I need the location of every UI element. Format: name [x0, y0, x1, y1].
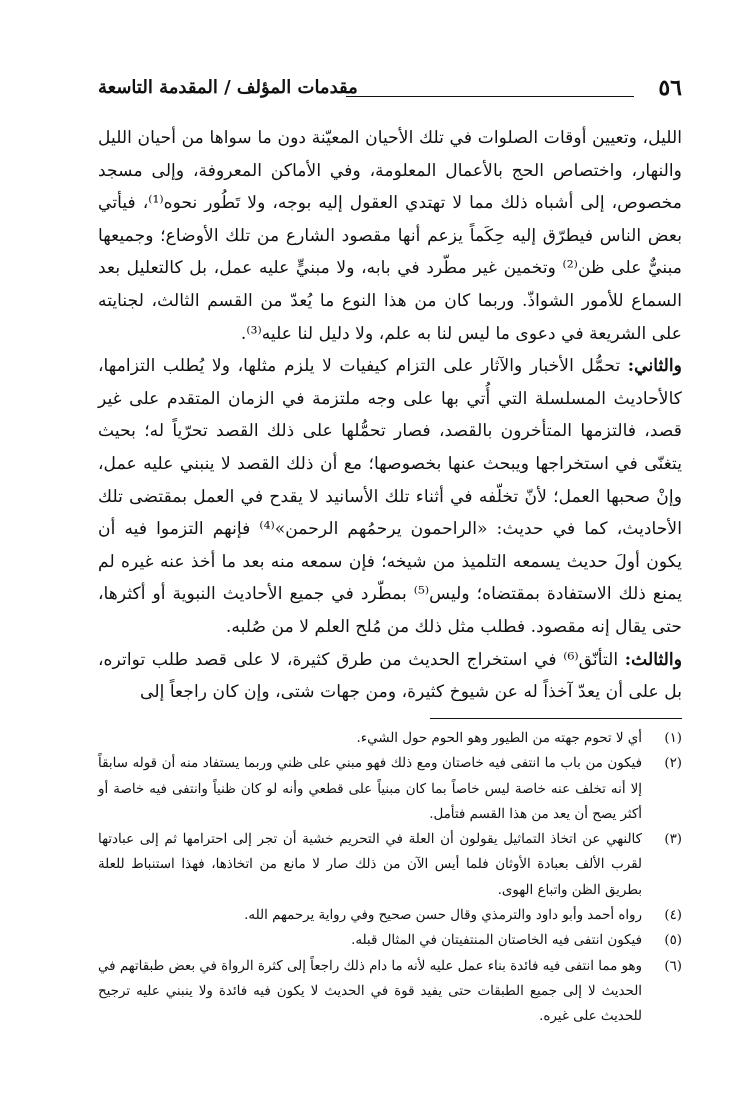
footnote-number: (٥): [664, 933, 682, 949]
footnote-number: (٣): [664, 832, 682, 848]
footnote-number: (٤): [664, 908, 682, 924]
footnote-4: [98, 903, 682, 928]
footnote-text: فيكون انتفى فيه الخاصتان المنتفيتان في المثال قبله.: [351, 933, 642, 949]
footnote-5: [98, 928, 682, 953]
paragraph-2-lead: والثاني:: [627, 356, 682, 377]
footnotes: [98, 726, 682, 1030]
footnote-2: [98, 751, 682, 827]
footnote-text: أي لا تحوم جهته من الطيور وهو الحوم حول الشيء.: [356, 731, 642, 746]
paragraph-2-body: تحمُّل الأخبار والآثار على التزام كيفيات لا يلزم مثلها، ولا يُطلب التزامها، كالأحاديث المسلسلة التي أُتي بها على وجه ملتزمة في الزمان المتقدم على غير قصد، فالتزمها المتأخرون بالقصد، فصار تحمُّلها على ذلك القصد تحرّياً له؛ بحيث يتغنّى في استخراجها ويبحث عنها بخصوصها؛ مع أن ذلك القصد لا ينبني عليه عمل، وإنْ صحبها العمل؛ لأنّ تخلّفه في أثناء تلك الأسانيد لا يقدح في العمل بمقتضى تلك الأحاديث، كما في حديث: «الراحمون يرحمُهم الرحمن»⁽⁴⁾ فإنهم التزموا فيه أن يكون أولَ حديث يسمعه التلميذ من شيخه؛ فإن سمعه منه بعد ما أخذ عنه غيره لم يمنع ذلك الاستفادة بمقتضاه؛ وليس⁽⁵⁾ بمطّرد في جميع الأحاديث النبوية أو أكثرها، حتى يقال إنه مقصود. فطلب مثل ذلك من مُلح العلم لا من صُلبه.: [98, 356, 683, 637]
paragraph-3-lead: والثالث:: [624, 649, 682, 670]
main-text: [98, 122, 682, 709]
header-rule: [346, 96, 634, 97]
paragraph-3: [98, 644, 682, 709]
footnote-text: وهو مما انتفى فيه فائدة بناء عمل عليه لأنه ما دام ذلك راجعاً إلى كثرة الرواة في بعض طبقاتهم في الحديث لا إلى جميع الطبقات حتى يفيد قوة في الحديث لا يكون فيه فائدة ولا ينبني عليه ترجيح للحديث على غيره.: [98, 958, 642, 1025]
running-head: [98, 76, 682, 110]
footnote-1: [98, 726, 682, 751]
footnote-separator: [430, 718, 682, 719]
footnote-number: (١): [664, 731, 682, 746]
paragraph-3-body: التأنّق⁽⁶⁾ في استخراج الحديث من طرق كثيرة، لا على قصد طلب تواتره، بل على أن يعدّ آخذاً له عن شيوخ كثيرة، ومن جهات شتى، وإن كان راجعاً إلى: [98, 649, 682, 703]
footnote-text: رواه أحمد وأبو داود والترمذي وقال حسن صحيح وفي رواية يرحمهم الله.: [244, 908, 642, 924]
footnote-3: [98, 827, 682, 903]
footnote-text: كالنهي عن اتخاذ التماثيل يقولون أن العلة في التحريم خشية أن تجر إلى احترامها ثم إلى عبادتها لقرب الألف بعبادة الأوثان فلما أيس الآن من ذلك صار لا مانع من اتخاذها، فهذا استنباط للعلة بطريق الظن واتباع الهوى.: [98, 832, 642, 898]
paragraph-1: الليل، وتعيين أوقات الصلوات في تلك الأحيان المعيّنة دون ما سواها من أحيان الليل والنهار، واختصاص الحج بالأعمال المعلومة، وفي الأماكن المعروفة، وإلى مسجد مخصوص، إلى أشباه ذلك مما لا تهتدي العقول إليه بوجه، ولا تَطُور نحوه⁽¹⁾، فيأتي بعض الناس فيطرّق إليه حِكَماً يزعم أنها مقصود الشارع من تلك الأوضاع؛ وجميعها مبنيٌّ على ظن⁽²⁾ وتخمين غير مطّرد في بابه، ولا مبنيٍّ عليه عمل، بل كالتعليل بعد السماع للأمور الشواذّ. وربما كان من هذا النوع ما يُعدّ من القسم الثالث، لجنايته على الشريعة في دعوى ما ليس لنا به علم، ولا دليل لنا عليه⁽³⁾.: [98, 128, 682, 344]
page-number: ٥٦: [658, 75, 682, 101]
running-title: مقدمات المؤلف / المقدمة التاسعة: [98, 77, 358, 98]
footnote-6: [98, 954, 682, 1030]
footnote-number: (٢): [664, 756, 682, 772]
footnote-text: فيكون من باب ما انتفى فيه خاصتان ومع ذلك فهو مبني على ظني وربما يستفاد منه أن قوله سابقاً إلا أنه تخلف عنه خاصة ليس خاصاً بما كان مبنياً على قطعي وأنه لو كان ظنياً وانتفى فيه خاصة أو أكثر يصح أن يعد من هذا القسم فتأمل.: [98, 756, 642, 822]
paragraph-2: [98, 350, 682, 643]
footnote-number: (٦): [664, 958, 682, 974]
